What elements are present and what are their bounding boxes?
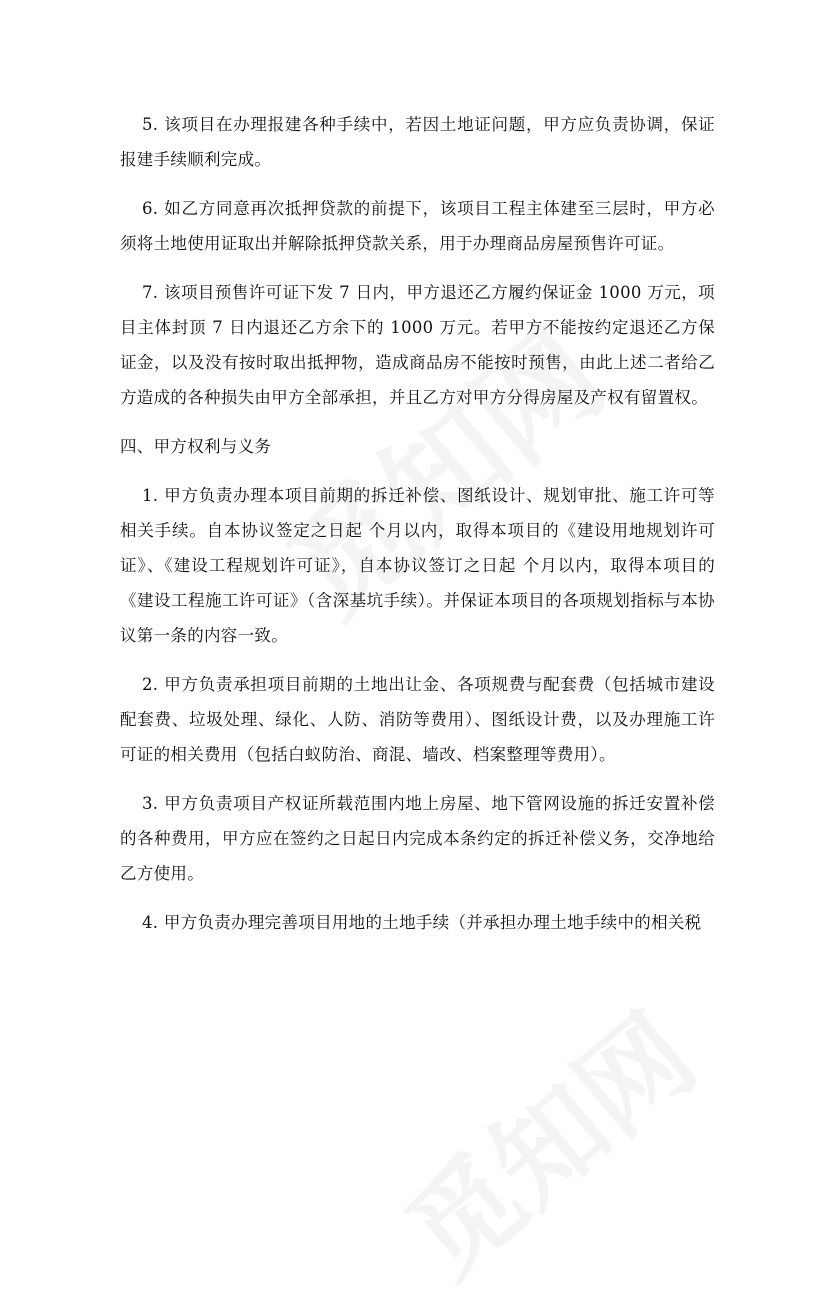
clause-7: 7. 该项目预售许可证下发 7 日内，甲方退还乙方履约保证金 1000 万元，项目主体封顶 7 日内退还乙方余下的 1000 万元。若甲方不能按约定退还乙方保证金，以及没有按时取出抵押物，造成商品房不能按时预售，由此上述二者给乙方造成的各种损失由甲方全部承担，并且乙方对甲方分得房屋及产权有留置权。 (120, 283, 715, 407)
section4-clause-2: 2. 甲方负责承担项目前期的土地出让金、各项规费与配套费（包括城市建设配套费、垃圾处理、绿化、人防、消防等费用）、图纸设计费，以及办理施工许可证的相关费用（包括白蚁防治、商混、墙改、档案整理等费用）。 (120, 675, 715, 764)
clause-6: 6. 如乙方同意再次抵押贷款的前提下，该项目工程主体建至三层时，甲方必须将土地使用证取出并解除抵押贷款关系，用于办理商品房屋预售许可证。 (120, 199, 715, 253)
section-heading: 四、甲方权利与义务 (120, 437, 272, 456)
section4-clause-3: 3. 甲方负责项目产权证所载范围内地上房屋、地下管网设施的拆迁安置补偿的各种费用，甲方应在签约之日起日内完成本条约定的拆迁补偿义务，交净地给乙方使用。 (120, 794, 715, 883)
watermark (368, 972, 722, 1305)
document-body (120, 107, 715, 954)
section4-clause-4: 4. 甲方负责办理完善项目用地的土地手续（并承担办理土地手续中的相关税 (142, 913, 702, 932)
clause-5: 5. 该项目在办理报建各种手续中，若因土地证问题，甲方应负责协调，保证报建手续顺利完成。 (120, 115, 715, 169)
section4-clause-1: 1. 甲方负责办理本项目前期的拆迁补偿、图纸设计、规划审批、施工许可等相关手续。自本协议签定之日起 个月以内，取得本项目的《建设用地规划许可证》、《建设工程规划许可证》，自本协议签订之日起 个月以内，取得本项目的《建设工程施工许可证》（含深基坑手续）。并保证本项目的各项规划指标与本协议第一条的内容一致。 (120, 486, 715, 645)
